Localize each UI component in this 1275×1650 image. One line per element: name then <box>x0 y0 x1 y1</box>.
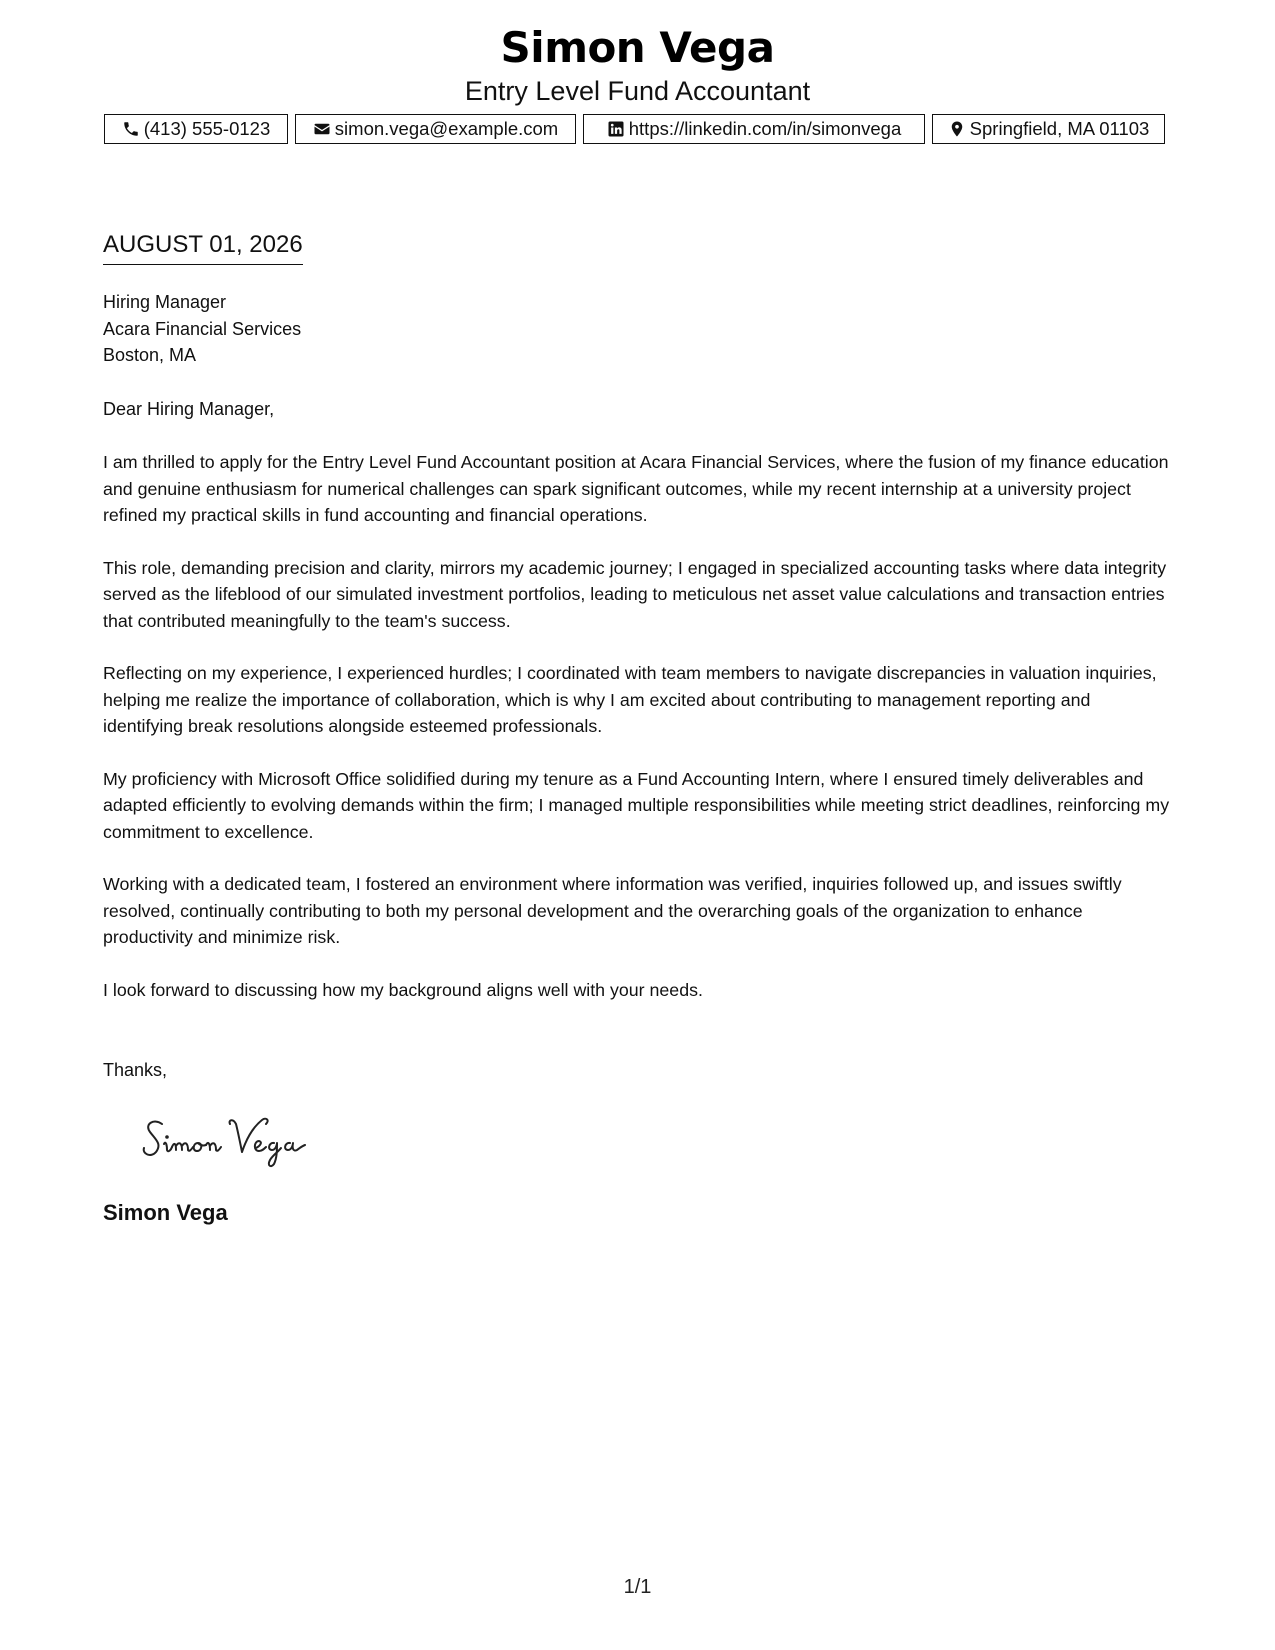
recipient-line: Acara Financial Services <box>103 318 302 339</box>
contact-location <box>932 114 1165 144</box>
salutation: Dear Hiring Manager, <box>103 399 275 419</box>
closing: Thanks, <box>103 1060 168 1080</box>
sender-name: Simon Vega <box>103 1200 228 1225</box>
contact-linkedin <box>583 114 925 144</box>
body-paragraph: This role, demanding precision and clarity, mirrors my academic journey; I engaged in specialized accounting tasks where data integrity served as the lifeblood of our simulated investment portfolios, leading to meticulous net asset value calculations and transaction entries that contributed meaningfully to the team's success. <box>103 557 1167 631</box>
email-text: simon.vega@example.com <box>334 118 559 139</box>
envelope-icon <box>313 120 331 138</box>
linkedin-text: https://linkedin.com/in/simonvega <box>628 118 902 139</box>
contact-email <box>295 114 576 144</box>
recipient-line: Boston, MA <box>103 345 197 365</box>
recipient-line: Hiring Manager <box>103 292 227 312</box>
handwritten-signature <box>140 1110 330 1170</box>
body-paragraph: Working with a dedicated team, I fostered an environment where information was verified, inquiries followed up, and issues swiftly resolved, continually contributing to both my personal development and the overarching goals of the organization to enhance productivity and minimize risk. <box>103 874 1122 947</box>
phone-text: (413) 555-0123 <box>143 118 271 139</box>
letter-header <box>0 22 1275 108</box>
job-title: Entry Level Fund Accountant <box>464 76 811 106</box>
applicant-name: Simon Vega <box>500 23 775 72</box>
letter-date: AUGUST 01, 2026 <box>103 230 303 265</box>
body-paragraph: Reflecting on my experience, I experienced hurdles; I coordinated with team members to navigate discrepancies in valuation inquiries, helping me realize the importance of collaboration, which is why I am excited about contributing to management reporting and identifying break resolutions alongside esteemed professionals. <box>103 663 1157 736</box>
body-paragraph: My proficiency with Microsoft Office solidified during my tenure as a Fund Accounting Intern, where I ensured timely deliverables and adapted efficiently to evolving demands within the firm; I managed multiple responsibilities while meeting strict deadlines, reinforcing my commitment to excellence. <box>103 768 1170 842</box>
phone-icon <box>122 120 140 138</box>
recipient-block <box>103 289 301 369</box>
map-pin-icon <box>948 120 966 138</box>
location-text: Springfield, MA 01103 <box>969 118 1150 139</box>
contact-bar <box>104 114 1165 144</box>
page-number: 1/1 <box>623 1576 652 1598</box>
letter-body <box>103 449 1175 1029</box>
contact-phone <box>104 114 288 144</box>
linkedin-icon <box>607 120 625 138</box>
body-paragraph: I am thrilled to apply for the Entry Level Fund Accountant position at Acara Financial Services, where the fusion of my finance education and genuine enthusiasm for numerical challenges can spark significant outcomes, while my recent internship at a university project refined my practical skills in fund accounting and financial operations. <box>103 452 1169 525</box>
body-paragraph: I look forward to discussing how my background aligns well with your needs. <box>103 979 703 1000</box>
